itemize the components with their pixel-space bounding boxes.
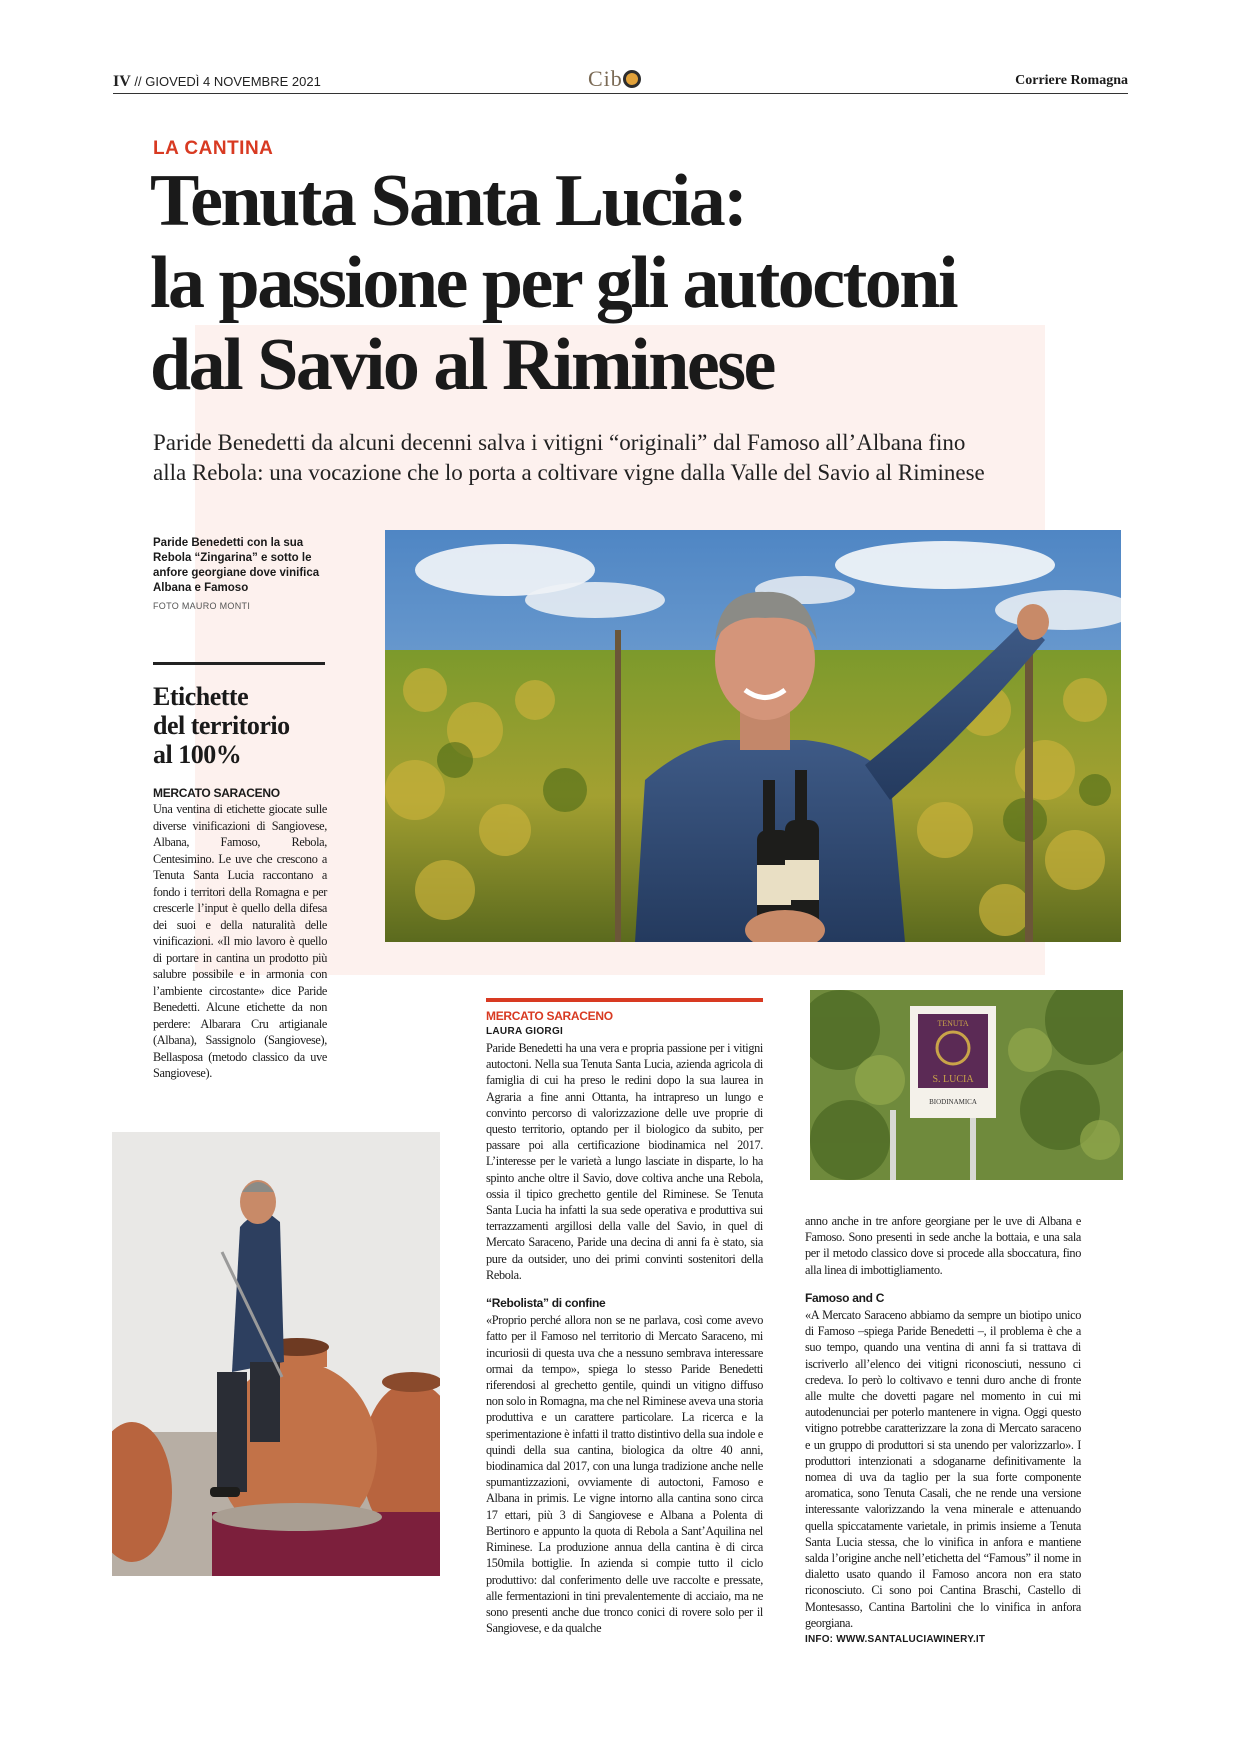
paragraph: «A Mercato Saraceno abbiamo da sempre un biotipo unico di Famoso –spiega Paride Benedetti –, il problema è che a suo tempo, quando una ventina di anni fa si trattava di iscriverlo all’elenco dei vitigni riconosciuti, nessuno ci credeva. Io però lo coltivavo e tenni duro anche di fronte alle multe che dovetti pagare nel momento in cui mi autodenunciai per poterlo mantenere in vigna. Oggi questo vitigno potrebbe caratterizzare la zona di Mercato saraceno e un gruppo di produttori si sta unendo per valorizzarlo». I produttori intenzionati a sdoganarne definitivamente la nomea di uva da taglio per la sua forte componente aromatica, sono Tenuta Casali, che ne rende una versione interessante valorizzando la vena minerale e attenuando quella spiccatamente varietale, in primis insieme a Tenuta Santa Lucia stessa, che lo vinifica in anfora e mantiene salda l’origine anche nell’etichetta del “Famous” il nome in dialetto usato quando il Famoso ancora non era stato riconosciuto. Ci sono poi Cantina Braschi, Castello di Montesasso, Cantina Bartolini che lo vinifica in anfora georgiana.	[805, 1308, 1081, 1630]
title-line: dal Savio al Riminese	[150, 324, 774, 406]
section-logo-text: Cib	[588, 66, 623, 91]
paragraph: anno anche in tre anfore georgiane per le uve di Albana e Famoso. Sono presenti in sede anche la bottaia, e una sala per il metodo classico dove si procede alla sboccatura, fino alla linea di imbottigliamento.	[805, 1214, 1081, 1277]
main-photo-vineyard	[385, 530, 1121, 942]
article-dateline: MERCATO SARACENO	[486, 1009, 613, 1023]
article-author: LAURA GIORGI	[486, 1026, 564, 1037]
sidebar-rule	[153, 662, 325, 665]
sign-photo	[810, 990, 1123, 1180]
sign-line-2: S. LUCIA	[932, 1074, 974, 1085]
article-column-1	[486, 1040, 763, 1636]
paragraph: «Proprio perché allora non se ne parlava, così come avevo fatto per il Famoso nel territorio di Mercato Saraceno, mi incuriosii di questa uva che a nessuno sembrava interessare ormai da tempo», spiega lo stesso Paride Benedetti riferendosi al grechetto gentile, quindi un vitigno diffuso non solo in Romagna, ma che nel Riminese aveva una storia produttiva e un carattere particolare. La ricerca e la sperimentazione è infatti il tratto distintivo della sua indole e quindi della sua cantina, biologica da oltre 40 anni, biodinamica dal 2017, con una lunga tradizione anche nelle spumantizzazioni, ovviamente di autoctoni, Famoso e Albana in primis. Le vigne intorno alla cantina sono circa 17 ettari, più 3 di Sangiovese e Albana a Polenta di Bertinoro e appunto la quota di Rebola a Sant’Aquilina nel Riminese. La produzione annua della cantina è di circa 150mila bottiglie. In azienda si compie tutto il ciclo produttivo: dal conferimento delle uve raccolte e pressate, alle fermentazioni in tini prevalentemente di acciaio, ma ne sono presenti anche due tronco conici di rovere solo per il Sangiovese, e da qualche	[486, 1313, 763, 1636]
sidebar-title-line: del territorio	[153, 711, 290, 740]
photo-credit: FOTO MAURO MONTI	[153, 601, 251, 611]
title-line: Tenuta Santa Lucia:	[150, 160, 746, 242]
sign-line-1: TENUTA	[937, 1019, 969, 1028]
sidebar-heading: MERCATO SARACENO	[153, 786, 280, 800]
article-column-2	[805, 1213, 1081, 1648]
vineyard-photo-illustration	[385, 530, 1121, 942]
logo-circle-icon	[623, 70, 641, 88]
info-link: INFO: WWW.SANTALUCIAWINERY.IT	[805, 1634, 986, 1646]
article-kicker: LA CANTINA	[153, 138, 274, 159]
amphora-cellar-photo-illustration	[112, 1132, 440, 1576]
title-line: la passione per gli autoctoni	[150, 242, 956, 324]
issue-date: // GIOVEDÌ 4 NOVEMBRE 2021	[134, 74, 321, 89]
sidebar-title-line: al 100%	[153, 740, 242, 769]
subheading: Famoso and C	[805, 1290, 885, 1305]
sidebar-title	[153, 682, 353, 769]
sidebar-title-line: Etichette	[153, 682, 249, 711]
photo-caption: Paride Benedetti con la sua Rebola “Zingarina” e sotto le anfore georgiane dove vinifica Albana e Famoso	[153, 537, 320, 594]
sign-line-3: BIODINAMICA	[929, 1098, 977, 1106]
sidebar-body: Una ventina di etichette giocate sulle diverse vinificazioni di Sangiovese, Albana, Famoso, Rebola, Centesimino. Le uve che crescono a Tenuta Santa Lucia raccontano a fondo i territori della Romagna e per crescerle l’input è quello della difesa dei suoi e della naturalità delle vinificazioni. «Il mio lavoro è quello di portare in cantina un prodotto più salubre possibile e in armonia con l’ambiente circostante» dice Paride Benedetti. Alcune etichette da non perdere: Albarara Cru artigianale (Albana), Sassignolo (Sangiovese), Bellasposa (metodo classico da uve Sangiovese).	[153, 802, 327, 1080]
header-divider	[113, 93, 1128, 94]
subheading: “Rebolista” di confine	[486, 1296, 606, 1311]
section-logo	[588, 66, 648, 94]
page-number: IV	[113, 73, 131, 90]
newspaper-name: Corriere Romagna	[1015, 73, 1128, 88]
page-header-left	[113, 73, 321, 91]
article-subtitle: Paride Benedetti da alcuni decenni salva i vitigni “originali” dal Famoso all’Albana fino alla Rebola: una vocazione che lo porta a coltivare vigne dalla Valle del Savio al Riminese	[153, 430, 985, 485]
winery-sign-photo-illustration	[810, 990, 1123, 1180]
amphora-photo	[112, 1132, 440, 1576]
paragraph: Paride Benedetti ha una vera e propria passione per i vitigni autoctoni. Nella sua Tenuta Santa Lucia, azienda agricola di famiglia di cui ha preso le redini dopo la sua laurea in Agraria a fine anni Ottanta, ha intrapreso un lungo e convinto percorso di valorizzazione delle uve proprie di questo territorio, optando per il biologico da subito, per passare poi alla certificazione biodinamica nel 2017. L’interesse per le varietà a lungo lasciate in disparte, lo ha spinto anche oltre il Savio, dove coltiva anche una Rebola, ossia il tipico grechetto gentile del Riminese. Se Tenuta Santa Lucia ha infatti la sua sede operativa e produttiva sui terrazzamenti argillosi della valle del Savio, in quel di Mercato Saraceno, Paride una decina di anni fa è stato, sia pure da outsider, uno dei primi convinti sostenitori della Rebola.	[486, 1041, 763, 1282]
article-title	[150, 160, 1050, 406]
column-accent-rule	[486, 998, 763, 1002]
